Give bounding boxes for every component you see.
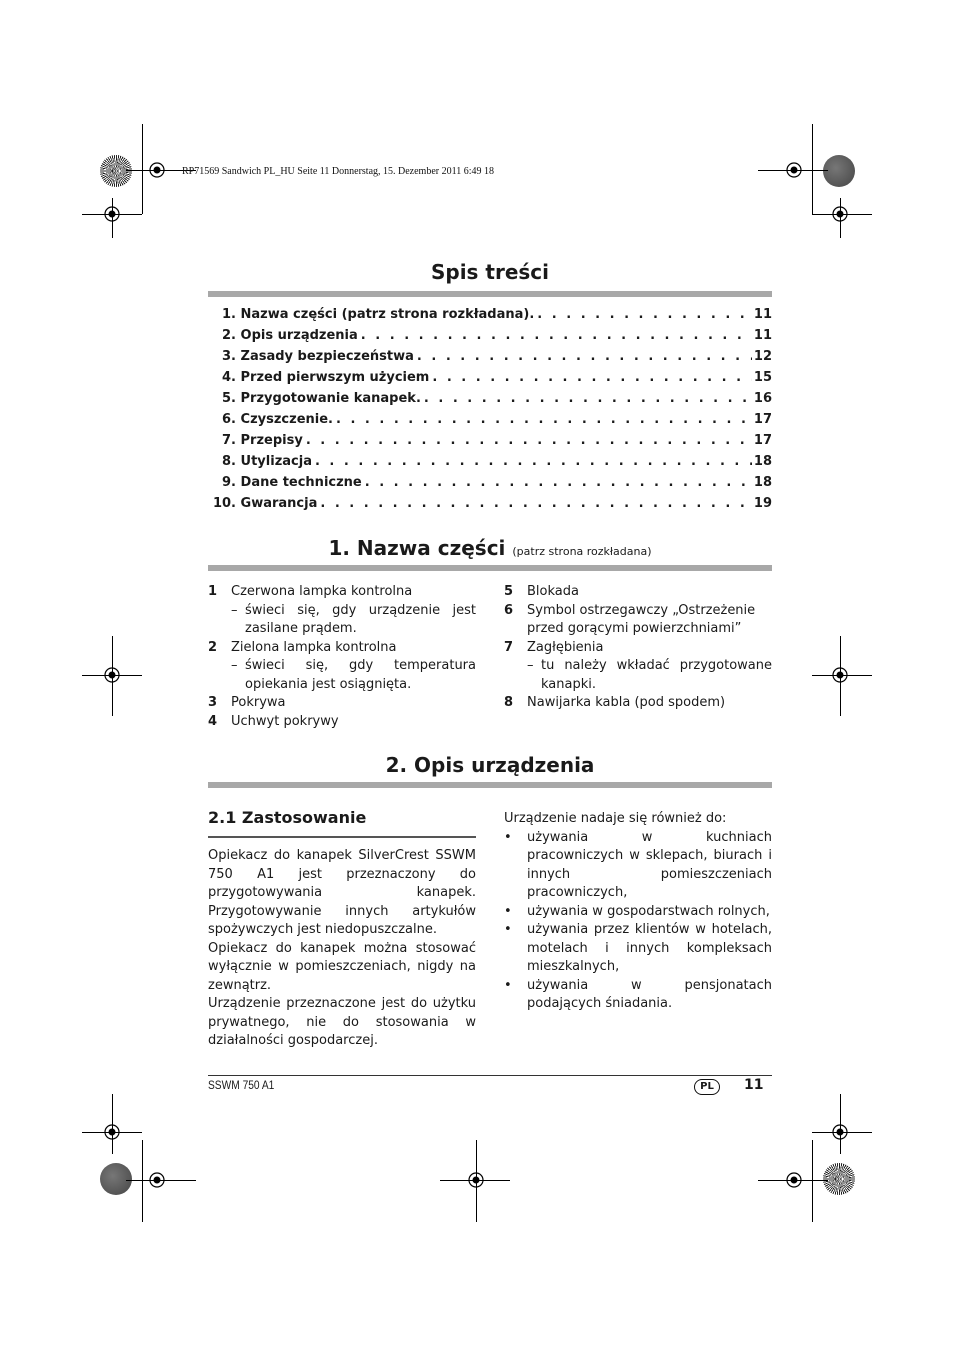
list-subitem: – tu należy wkładać przygotowane kanapki. <box>527 658 772 692</box>
toc-entry[interactable]: 4. Przed pierwszym użyciem . . . 15 <box>208 370 772 391</box>
toc-entry[interactable]: 9. Dane techniczne . . . 18 <box>208 475 772 496</box>
section-2-heading: 2. Opis urządzenia <box>385 753 595 777</box>
parts-list-left <box>208 583 476 731</box>
color-bar-icon <box>100 1163 132 1195</box>
list-item: 6 Symbol ostrzegawczy „Ostrzeżenie przed gorącymi powierzchniami” <box>504 602 756 636</box>
list-item: 2 Zielona lampka kontrolna <box>208 639 397 655</box>
list-item: 3 Pokrywa <box>208 695 286 710</box>
list-item: 8 Nawijarka kabla (pod spodem) <box>504 695 726 710</box>
toc-entry[interactable]: 2. Opis urządzenia . . . 11 <box>208 328 772 349</box>
footer-model: SSWM 750 A1 <box>208 1078 275 1092</box>
color-bar-icon <box>100 155 132 187</box>
list-item: 7 Zagłębienia <box>504 639 604 655</box>
bullet-item: • używania w gospodarstwach rolnych, <box>504 903 770 919</box>
registration-mark-icon <box>831 666 849 684</box>
paragraph: Urządzenie przeznaczone jest do użytku prywatnego, nie do stosowania w działalności gospodarczej. <box>208 996 476 1048</box>
registration-mark-icon <box>103 205 121 223</box>
subsection-heading: 2.1 Zastosowanie <box>208 808 367 827</box>
toc-entry[interactable]: 7. Przepisy . . . 17 <box>208 433 772 454</box>
parts-list-right <box>504 583 772 713</box>
registration-mark-icon <box>785 161 803 179</box>
footer-rule <box>208 1075 772 1076</box>
registration-mark-icon <box>467 1171 485 1189</box>
section-1-bar <box>208 565 772 571</box>
paragraph: Urządzenie nadaje się również do: <box>504 811 727 826</box>
list-subitem: – świeci się, gdy temperatura opiekania jest osiągnięta. <box>231 658 476 692</box>
registration-mark-icon <box>831 1123 849 1141</box>
registration-mark-icon <box>831 205 849 223</box>
list-item: 4 Uchwyt pokrywy <box>208 713 339 729</box>
table-of-contents <box>208 307 772 517</box>
usage-text-right <box>504 810 772 1014</box>
list-subitem: – świeci się, gdy urządzenie jest zasilane prądem. <box>231 602 476 636</box>
toc-heading: Spis treści <box>430 260 550 284</box>
toc-heading-bar <box>208 291 772 297</box>
paragraph: Opiekacz do kanapek można stosować wyłącznie w pomieszczeniach, nigdy na zewnątrz. <box>208 940 476 993</box>
list-item: 1 Czerwona lampka kontrolna <box>208 584 413 599</box>
section-1-heading: 1. Nazwa części (patrz strona rozkładana) <box>328 536 652 560</box>
usage-text-left <box>208 847 476 1051</box>
registration-mark-icon <box>103 1123 121 1141</box>
toc-entry[interactable]: 3. Zasady bezpieczeństwa . . . 12 <box>208 349 772 370</box>
color-bar-icon <box>823 1163 855 1195</box>
page-number: 11 <box>744 1077 764 1093</box>
toc-entry[interactable]: 1. Nazwa części (patrz strona rozkładana). . . . 11 <box>208 307 772 328</box>
registration-mark-icon <box>148 161 166 179</box>
toc-entry[interactable]: 8. Utylizacja . . . 18 <box>208 454 772 475</box>
registration-mark-icon <box>148 1171 166 1189</box>
language-badge: PL <box>694 1079 720 1095</box>
subsection-rule <box>208 836 476 838</box>
toc-entry[interactable]: 5. Przygotowanie kanapek. . . . 16 <box>208 391 772 412</box>
paragraph: Opiekacz do kanapek SilverCrest SSWM 750 A1 jest przeznaczony do przygotowywania kanapek. Przygotowywanie innych artykułów spożywczych jest niedopuszczalne. <box>208 848 476 937</box>
bullet-item: • używania w pensjonatach podających śniadania. <box>504 977 772 1011</box>
section-2-bar <box>208 782 772 788</box>
toc-entry[interactable]: 10. Gwarancja . . . 19 <box>208 496 772 517</box>
bullet-item: • używania w kuchniach pracowniczych w sklepach, biurach i innych pomieszczeniach pracowniczych, <box>504 829 772 900</box>
toc-entry[interactable]: 6. Czyszczenie. . . . 17 <box>208 412 772 433</box>
registration-mark-icon <box>103 666 121 684</box>
color-bar-icon <box>823 155 855 187</box>
registration-mark-icon <box>785 1171 803 1189</box>
print-slug: RP71569 Sandwich PL_HU Seite 11 Donnerstag, 15. Dezember 2011 6:49 18 <box>182 166 494 177</box>
bullet-item: • używania przez klientów w hotelach, motelach i innych kompleksach mieszkalnych, <box>504 922 772 974</box>
list-item: 5 Blokada <box>504 584 579 599</box>
